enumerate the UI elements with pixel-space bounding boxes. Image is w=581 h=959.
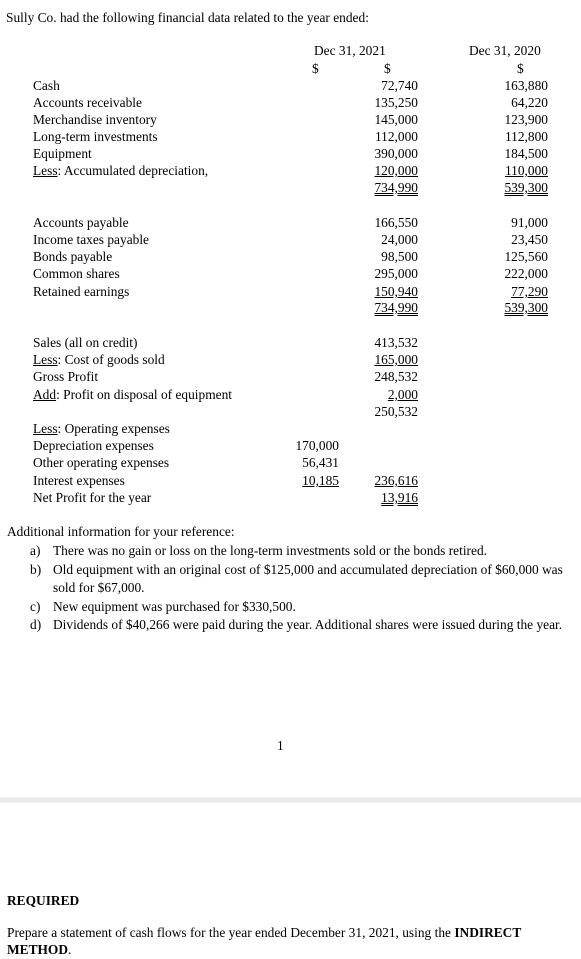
required-text xyxy=(7,924,567,958)
total-2020: 539,300 xyxy=(504,300,548,315)
value-2021: 150,940 xyxy=(374,284,418,299)
row-label: Accounts receivable xyxy=(33,95,142,110)
income-value: 165,000 xyxy=(374,352,418,367)
add-prefix: Add xyxy=(33,387,57,402)
row-label: Accounts payable xyxy=(33,215,129,230)
value-2020: 112,800 xyxy=(504,129,548,144)
row-label: Equipment xyxy=(33,146,92,161)
less-prefix: Less xyxy=(33,352,58,367)
additional-list xyxy=(30,542,578,635)
list-item xyxy=(30,561,578,598)
expense-total: 236,616 xyxy=(374,473,418,488)
value-2020: 222,000 xyxy=(504,266,548,281)
income-label: Other operating expenses xyxy=(33,455,170,470)
additional-heading: Additional information for your reference: xyxy=(7,524,235,539)
less-prefix: Less xyxy=(33,163,58,178)
intro-text: Sully Co. had the following financial data related to the year ended: xyxy=(6,10,369,25)
value-2021: 390,000 xyxy=(374,146,418,161)
expense-value: 56,431 xyxy=(302,455,339,470)
item-marker: d) xyxy=(30,617,42,632)
value-2021: 72,740 xyxy=(381,78,418,93)
income-value: 248,532 xyxy=(374,369,418,384)
value-2020: 123,900 xyxy=(504,112,548,127)
list-item xyxy=(30,616,578,635)
item-text: There was no gain or loss on the long-term investments sold or the bonds retired. xyxy=(53,543,487,558)
value-2021: 112,000 xyxy=(374,129,418,144)
value-2021: 98,500 xyxy=(381,249,418,264)
income-label: Net Profit for the year xyxy=(33,490,152,505)
income-label-text: : Profit on disposal of equipment xyxy=(56,387,232,402)
value-2021: 135,250 xyxy=(374,95,418,110)
row-label: Bonds payable xyxy=(33,249,113,264)
row-label: Merchandise inventory xyxy=(33,112,157,127)
item-text: Old equipment with an original cost of $125,000 and accumulated depreciation of $60,000 was sold for $67,000. xyxy=(53,561,563,595)
expense-value: 10,185 xyxy=(302,473,339,488)
row-label: Retained earnings xyxy=(33,284,130,299)
total-2021: 734,990 xyxy=(374,300,418,315)
col-header-2021: Dec 31, 2021 xyxy=(314,43,386,58)
required-end: . xyxy=(68,942,72,957)
income-subtotal: 250,532 xyxy=(374,404,418,419)
income-label xyxy=(33,421,170,437)
income-label: Depreciation expenses xyxy=(33,438,154,453)
row-label: Long-term investments xyxy=(33,129,158,144)
row-label: Common shares xyxy=(33,266,120,281)
required-method: INDIRECT METHOD xyxy=(7,925,522,957)
required-body: Prepare a statement of cash flows for the year ended December 31, 2021, using the xyxy=(7,925,455,940)
value-2020: 64,220 xyxy=(511,95,548,110)
income-label-text: : Operating expenses xyxy=(57,421,170,436)
value-2021: 24,000 xyxy=(381,232,418,247)
list-item xyxy=(30,598,578,617)
value-2020: 23,450 xyxy=(511,232,548,247)
row-label: Cash xyxy=(33,78,60,93)
income-label: Interest expenses xyxy=(33,473,125,488)
value-2021: 295,000 xyxy=(374,266,418,281)
row-label: Income taxes payable xyxy=(33,232,149,247)
col-header-2020: Dec 31, 2020 xyxy=(469,43,541,58)
total-2020: 539,300 xyxy=(504,180,548,195)
value-2020: 125,560 xyxy=(504,249,548,264)
value-2021: 166,550 xyxy=(374,215,418,230)
income-value: 2,000 xyxy=(387,387,418,402)
item-text: New equipment was purchased for $330,500. xyxy=(53,598,296,614)
income-label: Sales (all on credit) xyxy=(33,335,138,350)
item-text: Dividends of $40,266 were paid during the year. Additional shares were issued during the year. xyxy=(53,617,563,632)
row-label xyxy=(33,163,208,179)
income-label: Gross Profit xyxy=(33,369,99,384)
item-marker: c) xyxy=(30,598,41,614)
value-2020: 184,500 xyxy=(504,146,548,161)
value-2020: 77,290 xyxy=(511,284,548,299)
value-2020: 91,000 xyxy=(511,215,548,230)
list-item xyxy=(30,542,578,561)
page-number: 1 xyxy=(277,738,284,753)
row-label-text: : Accumulated depreciation, xyxy=(57,163,209,178)
value-2020: 110,000 xyxy=(504,163,548,178)
dollar-sign: $ xyxy=(312,61,319,76)
value-2020: 163,880 xyxy=(504,78,548,93)
income-label xyxy=(33,387,232,403)
dollar-sign: $ xyxy=(384,61,391,76)
required-heading: REQUIRED xyxy=(7,893,80,908)
item-marker: a) xyxy=(30,543,41,558)
income-value: 413,532 xyxy=(374,335,418,350)
net-profit-value: 13,916 xyxy=(381,490,418,505)
income-label xyxy=(33,352,165,368)
total-2021: 734,990 xyxy=(374,180,418,195)
value-2021: 145,000 xyxy=(374,112,418,127)
dollar-sign: $ xyxy=(517,61,524,76)
less-prefix: Less xyxy=(33,421,58,436)
item-marker: b) xyxy=(30,561,42,577)
income-label-text: : Cost of goods sold xyxy=(57,352,165,367)
expense-value: 170,000 xyxy=(295,438,339,453)
page-separator xyxy=(0,797,581,803)
value-2021: 120,000 xyxy=(374,163,418,178)
